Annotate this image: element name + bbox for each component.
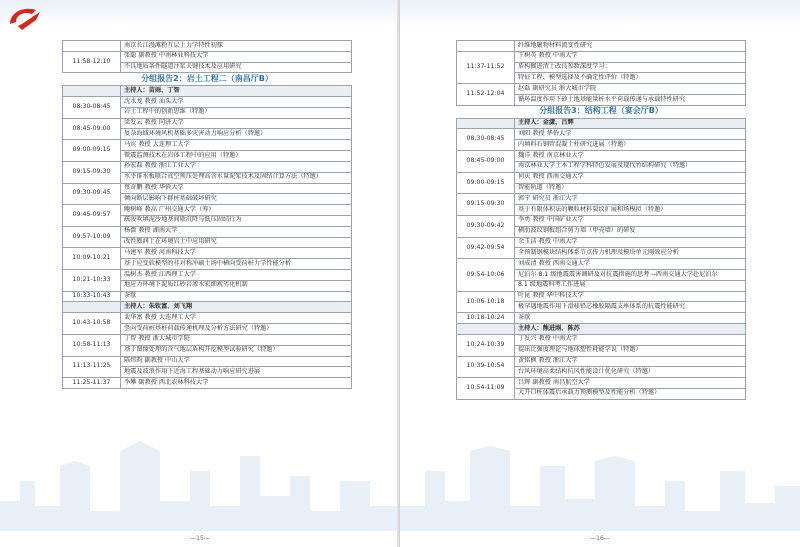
talk-title: 盾构掘进渣土改良参数深度学习： <box>515 62 746 73</box>
right-page <box>400 0 800 547</box>
table-row <box>457 378 746 389</box>
time-slot: 09:15-09:30 <box>457 194 515 216</box>
talk-title: 基于有限体积法的颗粒材料裂纹扩展和场模拟（特邀） <box>515 205 746 216</box>
speaker-info: 蔡奇鹏 教授 华侨大学 <box>121 183 352 194</box>
top-band <box>0 0 400 28</box>
speaker-info: 杨微 教授 湖南大学 <box>121 226 352 237</box>
table-row <box>63 334 352 345</box>
talk-title: 尼泊尔 8.1 级地震震害调研及对抗震措施的思考 --西南交通大学赴尼泊尔 <box>515 270 746 281</box>
time-slot <box>457 41 515 52</box>
talk-title: 水平排水板联合真空预压处理高含水量泥浆技术及固结计算方法（特邀） <box>121 172 352 183</box>
skyline-watermark <box>0 411 400 531</box>
session-host: 主持人：金潇、吕辉 <box>515 118 746 129</box>
session-host: 主持人：苗雨、丁智 <box>121 86 352 97</box>
talk-title: 南京林业大学土木工程学科特色发展及现代竹结构研究（特邀） <box>515 161 746 172</box>
host-time-cell <box>457 324 515 335</box>
time-slot: 09:00-09:15 <box>63 140 121 162</box>
table-row <box>63 97 352 108</box>
speaker-info: 何庆 教授 西南交通大学 <box>515 172 746 183</box>
table-row <box>457 356 746 367</box>
table-row <box>457 194 746 205</box>
speaker-info: 丁智 教授 浙大城市学院 <box>121 334 352 345</box>
speaker-info: 陈炜昀 副教授 中山大学 <box>121 356 352 367</box>
time-slot: 08:30-08:45 <box>63 97 121 119</box>
top-band <box>400 0 800 28</box>
time-slot: 10:54-11:09 <box>457 378 515 400</box>
time-slot: 11:25-11:37 <box>63 378 121 389</box>
table-row <box>63 226 352 237</box>
speaker-info: 裴华富 教授 大连理工大学 <box>121 313 352 324</box>
talk-title: 岩土工程中的创新思维（特邀） <box>121 107 352 118</box>
speaker-info: 沈水龙 教授 汕头大学 <box>121 97 352 108</box>
table-row <box>63 41 352 52</box>
table-row <box>63 378 352 389</box>
talk-title: 地震及波浪作用下近海工程基础动力响应研究进展 <box>121 367 352 378</box>
talk-title: 微震监测技术在岩体工程中的应用（特邀） <box>121 151 352 162</box>
time-slot: 10:21-10:33 <box>63 270 121 292</box>
speaker-info: 郭宁 研究员 浙江大学 <box>515 194 746 205</box>
talk-title: 循环温度作用下砂土地基能量桩水平荷载传递与承载特性研究 <box>515 95 746 106</box>
speaker-info: 吕辉 副教授 南昌航空大学 <box>515 378 746 389</box>
host-time-cell <box>63 302 121 313</box>
section-title: 分组报告3：结构工程（宴会厅B） <box>539 106 663 116</box>
table-row <box>63 140 352 151</box>
table-row <box>457 51 746 62</box>
table-row <box>457 215 746 226</box>
table-row <box>63 205 352 216</box>
table-row <box>63 356 352 367</box>
talk-title: 8.1 级地震科考工作进展 <box>515 280 746 291</box>
talk-title: 李攀 副教授 西北农林科技大学 <box>121 378 352 389</box>
time-slot: 09:00-09:15 <box>457 172 515 194</box>
table-row <box>457 129 746 140</box>
talk-title: 倾向断层影响下群桩基础破坏研究 <box>121 194 352 205</box>
time-slot: 11:58-12:10 <box>63 51 121 73</box>
schedule-table-right <box>456 40 746 400</box>
time-slot: 08:30-08:45 <box>457 129 515 151</box>
time-slot: 09:30-09:42 <box>457 215 515 237</box>
table-row <box>63 270 352 281</box>
speaker-info: 张聪 副教授 中南林业科技大学 <box>121 51 352 62</box>
speaker-info: 温树杰 教授 江西理工大学 <box>121 270 352 281</box>
table-row <box>63 183 352 194</box>
speaker-info: 黄铭枫 教授 浙江大学 <box>515 356 746 367</box>
speaker-info: 马宾 教授 大连理工大学 <box>121 140 352 151</box>
talk-title: 不良地质条件隧道注浆关键技术及应用研究 <box>121 62 352 73</box>
time-slot: 08:45-09:00 <box>457 151 515 173</box>
time-slot: 10:33-10:43 <box>63 291 121 302</box>
time-slot: 09:54-10:06 <box>457 259 515 291</box>
table-row <box>63 291 352 302</box>
table-row <box>63 161 352 172</box>
time-slot: 09:42-09:54 <box>457 237 515 259</box>
talk-title: 竖向受荷桩基桩荷载传递机理及分析方法研究（特邀） <box>121 324 352 335</box>
talk-title: 改性膨润土在环境岩土中应用研究 <box>121 237 352 248</box>
talk-title: 茶歇 <box>515 313 746 324</box>
talk-title: 茶歇 <box>121 291 352 302</box>
time-slot: 10:58-11:13 <box>63 334 121 356</box>
time-slot: 09:57-10:09 <box>63 226 121 248</box>
speaker-info: 梁发云 教授 同济大学 <box>121 118 352 129</box>
time-slot: 10:09-10:21 <box>63 248 121 270</box>
table-row <box>457 84 746 95</box>
speaker-info: 马建军 教授 河南科技大学 <box>121 248 352 259</box>
table-row <box>457 259 746 270</box>
schedule-table-left <box>62 40 352 389</box>
talk-title: 极罕遇地震作用下滑移铅芯橡胶隔震支座体系的抗震性能研究 <box>515 302 746 313</box>
talk-title: 基于应变软模型的非对称冲刷土场中横向受荷桩力学性能分析 <box>121 259 352 270</box>
time-slot: 10:06-10:18 <box>457 291 515 313</box>
table-row <box>63 248 352 259</box>
talk-title: 南京长江漫滩粉互层土力学特性初探 <box>121 41 352 52</box>
speaker-info: 刘成清 教授 西南交通大学 <box>515 259 746 270</box>
talk-title: 疏浚吹填泥沙地基间歇沉降与低压固结行为 <box>121 215 352 226</box>
host-time-cell <box>457 118 515 129</box>
talk-title: 智能轨道（特邀） <box>515 183 746 194</box>
talk-title: 横肋波纹钢板组合剪力墙（甲壳墙）的研发 <box>515 226 746 237</box>
time-slot <box>63 41 121 52</box>
table-row <box>63 313 352 324</box>
talk-title: 复杂海域环境风机基础多灾害动力响应分析（特邀） <box>121 129 352 140</box>
time-slot: 09:15-09:30 <box>63 161 121 183</box>
speaker-info: 李勇 教授 中国矿业大学 <box>515 215 746 226</box>
session-host: 主持人：朱钦富、刘飞翔 <box>121 302 352 313</box>
talk-title: 特征工程、模型选择及不确定性评价（特邀） <box>515 73 746 84</box>
time-slot: 09:45-09:57 <box>63 205 121 227</box>
table-row <box>457 313 746 324</box>
speaker-info: 丁发兴 教授 中南大学 <box>515 334 746 345</box>
table-row <box>457 41 746 52</box>
time-slot: 10:24-10:39 <box>457 334 515 356</box>
logo-icon <box>6 4 44 32</box>
time-slot: 11:13-11:25 <box>63 356 121 378</box>
skyline-watermark <box>400 411 800 531</box>
talk-title: 纤维地聚物材料流变性研究 <box>515 41 746 52</box>
table-row <box>457 334 746 345</box>
page-number: —15— <box>190 535 210 542</box>
talk-title: 大开口桩体震后承载力预测模型及性能分析（特邀） <box>515 388 746 399</box>
talk-title: 台风环境高柔结构抗风性能设计优化研究（特邀） <box>515 367 746 378</box>
time-slot: 10:18-10:24 <box>457 313 515 324</box>
time-slot: 10:43-10:58 <box>63 313 121 335</box>
session-host: 主持人：熊进刚、陈苏 <box>515 324 746 335</box>
table-row <box>63 118 352 129</box>
talk-title: 基于图像处理的含气地层盾构开挖模型试验研究（特邀） <box>121 345 352 356</box>
time-slot: 11:52-12:04 <box>457 84 515 106</box>
section-title: 分组报告2：岩土工程二（南昌厅B） <box>141 73 273 83</box>
speaker-info: 刘阳 教授 华侨大学 <box>515 129 746 140</box>
speaker-info: 赵磊 副研究员 浙大城市学院 <box>515 84 746 95</box>
speaker-info: 余玉洁 教授 中南大学 <box>515 237 746 248</box>
speaker-info: 魏洋 教授 南京林业大学 <box>515 151 746 162</box>
talk-title: 提出比强度理论与地球塑性耗能学说（特邀） <box>515 345 746 356</box>
time-slot: 09:30-09:45 <box>63 183 121 205</box>
table-row <box>457 172 746 183</box>
table-row <box>457 291 746 302</box>
talk-title: 全预制钢模块结构体系节点传力机理及模块单元刚效应分析 <box>515 248 746 259</box>
table-row <box>457 237 746 248</box>
table-row <box>63 51 352 62</box>
table-row <box>457 151 746 162</box>
time-slot: 10:39-10:54 <box>457 356 515 378</box>
talk-title: 地应力环境下泥质红砂岩渗水宏细观劣化机制 <box>121 280 352 291</box>
talk-title: 内填料石钢管混凝土柱研究进展（特邀） <box>515 140 746 151</box>
speaker-info: 孙宏磊 教授 浙江工业大学 <box>121 161 352 172</box>
page-number: —16— <box>590 535 610 542</box>
time-slot: 08:45-09:00 <box>63 118 121 140</box>
host-time-cell <box>63 86 121 97</box>
speaker-info: 鲍树峰 教高 广州交通大学（筹） <box>121 205 352 216</box>
speaker-info: 叶昆 教授 华中科技大学 <box>515 291 746 302</box>
time-slot: 11:37-11:52 <box>457 51 515 83</box>
speaker-info: 王树英 教授 中南大学 <box>515 51 746 62</box>
